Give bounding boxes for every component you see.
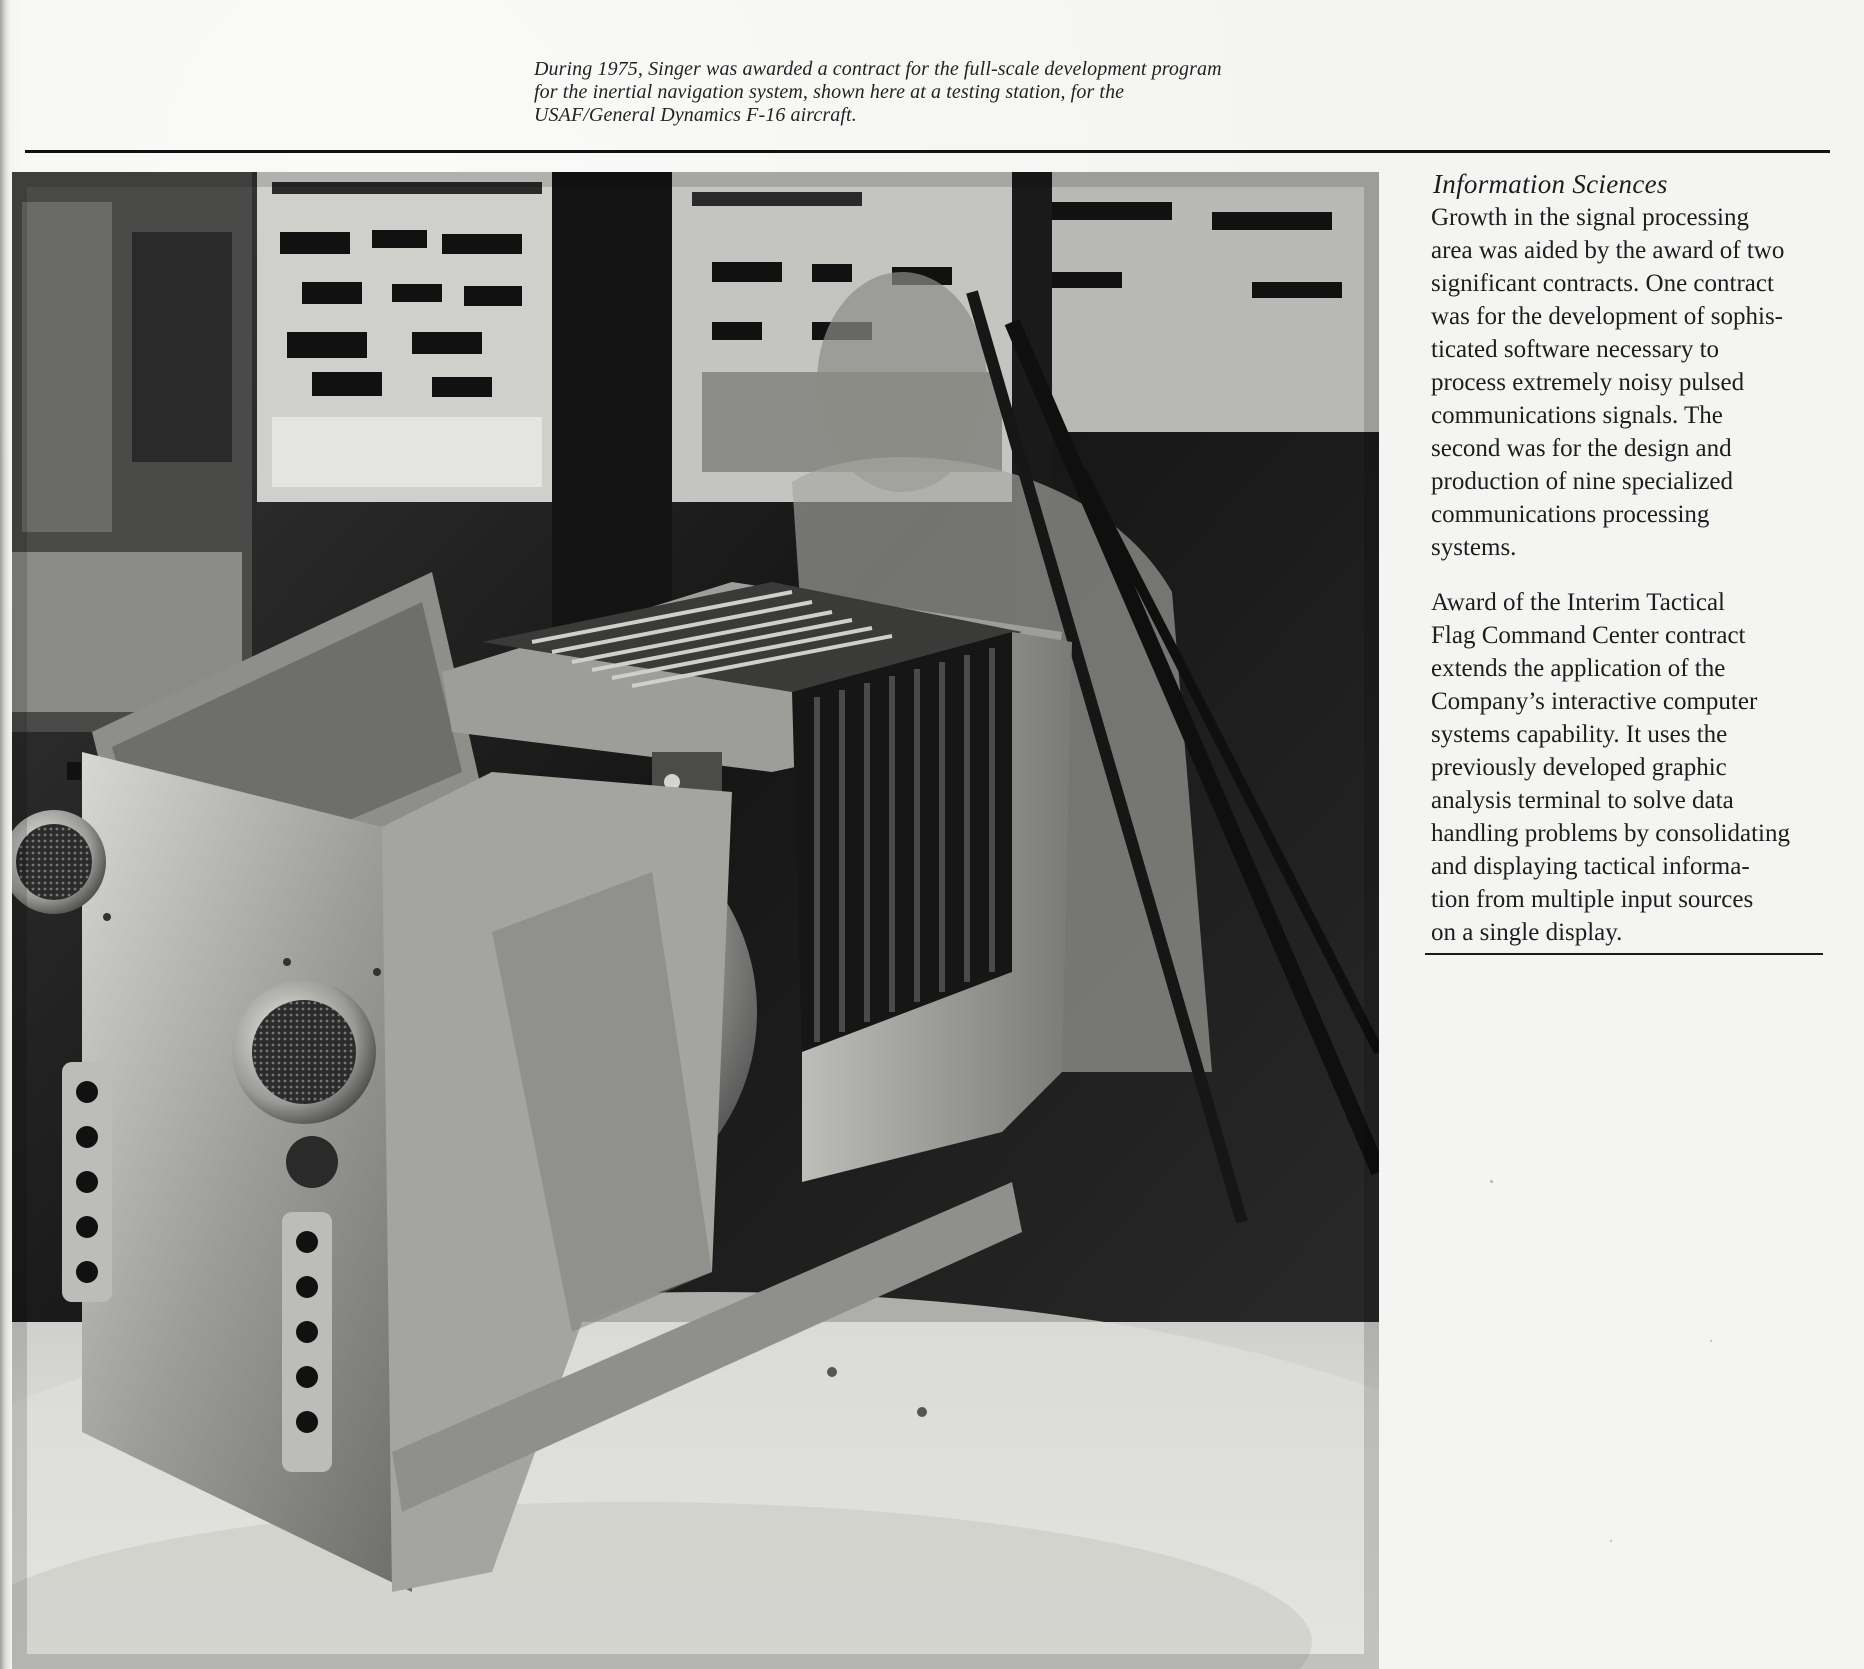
paragraph-line: Company’s interactive computer: [1431, 688, 1758, 715]
paragraph-line: ticated software necessary to: [1431, 336, 1720, 363]
paragraph-line: handling problems by consolidating: [1431, 820, 1790, 847]
paragraph-line: analysis terminal to solve data: [1431, 787, 1734, 814]
paragraph-line: Flag Command Center contract: [1431, 622, 1746, 649]
caption-line: During 1975, Singer was awarded a contract for the full-scale development program: [534, 58, 1222, 80]
photo-caption: [534, 58, 1374, 127]
paragraph-line: communications processing: [1431, 501, 1710, 528]
paper-speck: [1490, 1180, 1493, 1183]
paragraph-line: significant contracts. One contract: [1431, 270, 1774, 297]
paragraph-line: Growth in the signal processing: [1431, 204, 1750, 231]
article-bottom-rule: [1425, 953, 1823, 955]
paper-speck: [1610, 1540, 1612, 1542]
section-heading: Information Sciences: [1433, 169, 1668, 199]
paragraph-line: previously developed graphic: [1431, 754, 1727, 781]
paragraph-line: extends the application of the: [1431, 655, 1726, 682]
paragraph-line: and displaying tactical informa-: [1431, 853, 1750, 880]
caption-line: USAF/General Dynamics F-16 aircraft.: [534, 104, 857, 126]
navigation-system-photo: [12, 172, 1379, 1669]
book-spine-shadow: [0, 0, 10, 1669]
paragraph-line: systems.: [1431, 534, 1517, 561]
top-divider-rule: [25, 150, 1830, 153]
paragraph-line: area was aided by the award of two: [1431, 237, 1785, 264]
article-column: [1423, 168, 1833, 949]
inertial-navigation-unit-illustration: [12, 172, 1379, 1669]
paragraph-line: on a single display.: [1431, 919, 1623, 946]
paragraph-line: tion from multiple input sources: [1431, 886, 1754, 913]
paragraph-line: communications signals. The: [1431, 402, 1723, 429]
article-paragraph: [1431, 201, 1833, 564]
paragraph-line: production of nine specialized: [1431, 468, 1733, 495]
paragraph-line: process extremely noisy pulsed: [1431, 369, 1745, 396]
paragraph-line: was for the development of sophis-: [1431, 303, 1784, 330]
paper-speck: [1710, 1340, 1712, 1342]
paragraph-line: systems capability. It uses the: [1431, 721, 1728, 748]
article-paragraph: [1431, 586, 1833, 949]
paragraph-line: second was for the design and: [1431, 435, 1732, 462]
caption-line: for the inertial navigation system, shown here at a testing station, for the: [534, 81, 1125, 103]
paragraph-line: Award of the Interim Tactical: [1431, 589, 1725, 616]
